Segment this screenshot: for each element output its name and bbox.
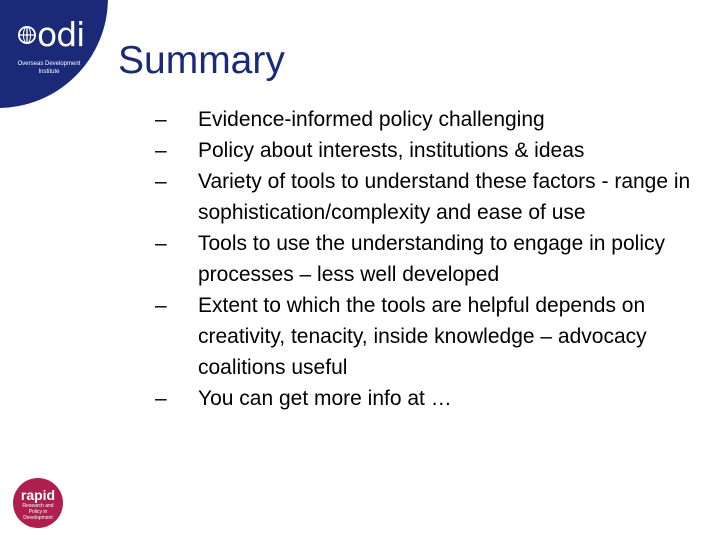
page-title: Summary [118,39,285,82]
rapid-logo [13,478,63,528]
bullet-dash: – [155,387,167,410]
bullet-item [155,166,695,228]
bullet-item [155,290,695,383]
bullet-list [155,104,695,414]
bullet-dash: – [155,170,167,193]
bullet-dash: – [155,108,167,131]
rapid-logo-word: rapid [20,487,56,503]
odi-logo-subtitle: Overseas Development Institute [17,61,81,75]
bullet-item [155,383,695,414]
rapid-logo-subtitle: Research and Policy in Development [22,503,54,521]
bullet-text: Variety of tools to understand these factors - range in sophistication/complexity and ease of use [198,170,691,224]
bullet-text: Evidence-informed policy challenging [198,108,545,131]
bullet-item [155,104,695,135]
bullet-text: Tools to use the understanding to engage in policy processes – less well developed [198,232,665,286]
bullet-item [155,135,695,166]
odi-logo-word: odi [37,15,85,54]
bullet-dash: – [155,294,167,317]
bullet-text: Extent to which the tools are helpful depends on creativity, tenacity, inside knowledge – advocacy coalitions useful [198,294,647,379]
bullet-text: Policy about interests, institutions & ideas [198,139,585,162]
globe-icon [18,26,36,44]
bullet-text: You can get more info at … [198,387,452,410]
bullet-dash: – [155,139,167,162]
bullet-item [155,228,695,290]
odi-logo [0,0,108,108]
bullet-dash: – [155,232,167,255]
